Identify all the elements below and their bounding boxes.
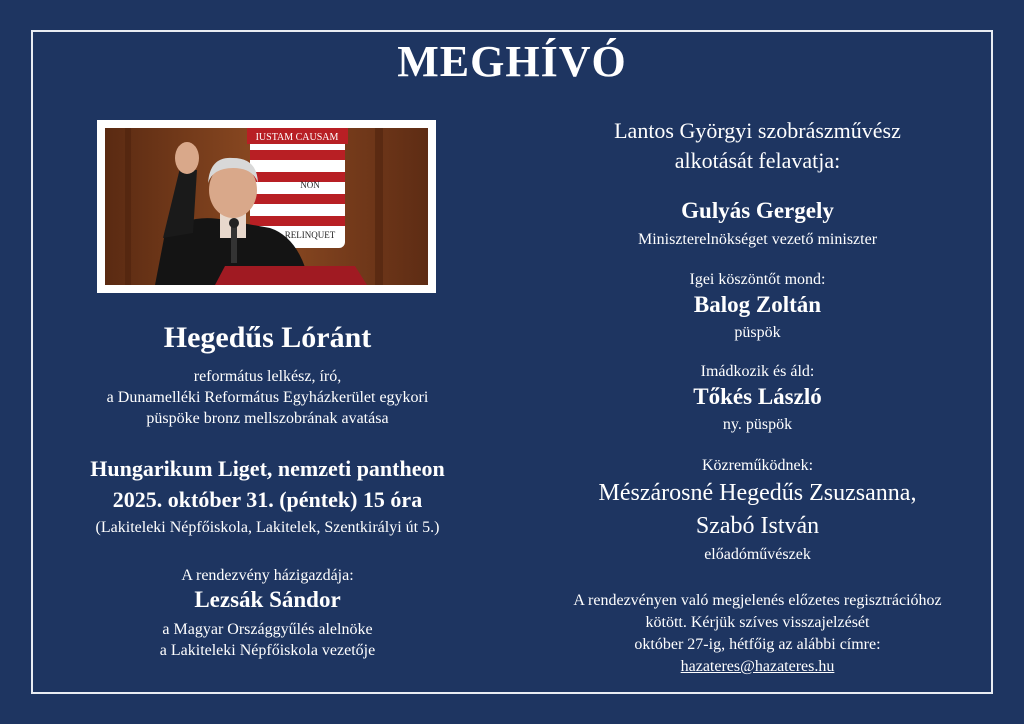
speaker-3-label: Imádkozik és áld: [700,363,815,380]
honoree-desc-3: püspöke bronz mellszobrának avatása [146,410,389,427]
registration-line-3: október 27-ig, hétfőig az alábbi címre: [634,636,881,653]
performer-1: Mészárosné Hegedűs Zsuzsanna, [598,480,917,506]
performers-role: előadóművészek [704,546,811,563]
event-date: 2025. október 31. (péntek) 15 óra [112,487,423,512]
speaker-3-name: Tőkés László [693,384,822,409]
speaker-3-role: ny. püspök [722,416,793,433]
speaker-2-label: Igei köszöntőt mond: [689,271,826,288]
honoree-desc-1: református lelkész, író, [193,368,342,385]
event-address: (Lakiteleki Népfőiskola, Lakitelek, Szentkirályi út 5.) [95,519,440,536]
speaker-2-name: Balog Zoltán [693,292,822,317]
registration-line-2: kötött. Kérjük szíves visszajelzését [645,614,870,631]
performers-label: Közreműködnek: [701,457,814,474]
honoree-name: Hegedűs Lóránt [163,321,372,354]
speaker-1-role: Miniszterelnökséget vezető miniszter [637,231,878,248]
honoree-desc-2: a Dunamelléki Református Egyházkerület egykori [106,389,429,406]
sculptor-intro-1: Lantos Györgyi szobrászművész [614,118,901,143]
registration-line-1: A rendezvényen való megjelenés előzetes regisztrációhoz [573,592,942,609]
invitation-title: MEGHÍVÓ [397,37,627,86]
banner-line-2: NON [300,180,320,190]
host-role-2: a Lakiteleki Népfőiskola vezetője [159,642,376,659]
venue: Hungarikum Liget, nemzeti pantheon [90,456,445,481]
speaker-1-name: Gulyás Gergely [681,198,834,223]
preacher-illustration [105,128,428,285]
host-label: A rendezvény házigazdája: [181,567,354,584]
sculptor-intro-2: alkotását felavatja: [674,148,841,173]
banner-line-3: RELINQUET [284,230,336,240]
portrait-photo [97,120,436,293]
host-role-1: a Magyar Országgyűlés alelnöke [162,621,373,638]
registration-email-link[interactable]: hazateres@hazateres.hu [680,658,835,675]
speaker-2-role: püspök [734,324,781,341]
banner-line-1: IUSTAM CAUSAM [255,132,339,143]
host-name: Lezsák Sándor [194,587,341,612]
performer-2: Szabó István [695,513,820,539]
